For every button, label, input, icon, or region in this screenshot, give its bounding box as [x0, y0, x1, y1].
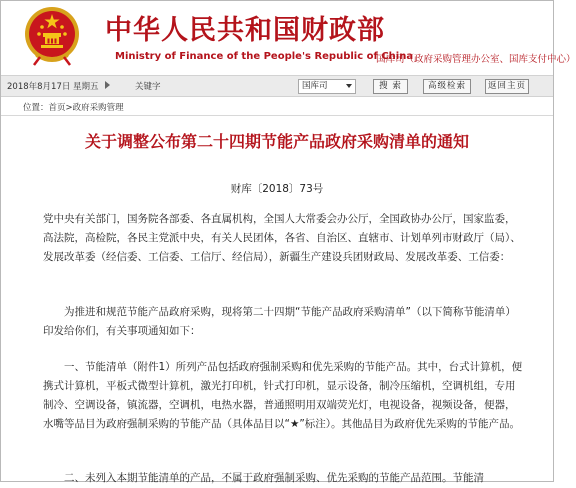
arrow-right-icon	[105, 81, 110, 89]
document-number: 财库〔2018〕73号	[230, 183, 324, 195]
search-button[interactable]: 搜 索	[373, 79, 408, 94]
department-name: 国库司（政府采购管理办公室、国库支付中心）	[376, 54, 576, 65]
current-date: 2018年8月17日 星期五	[7, 82, 99, 92]
scope-select[interactable]	[298, 79, 356, 94]
home-button[interactable]: 返回主页	[485, 79, 529, 94]
site-title-cn: 中华人民共和国财政部	[105, 15, 385, 46]
national-emblem-icon	[22, 5, 82, 67]
article-paragraph: 一、节能清单（附件1）所列产品包括政府强制采购和优先采购的节能产品。其中，台式计算机，便携式计算机，平板式微型计算机，激光打印机，针式打印机，显示设备，制冷压缩机，空调机组，专用制冷、空调设备，镇流器，空调机，电热水器，普通照明用双端荧光灯，电视设备，视频设备，便器，水嘴等品目为政府强制采购的节能产品（具体品目以“★”标注）。其他品目为政府优先采购的节能产品。	[43, 361, 523, 430]
breadcrumb	[23, 101, 124, 113]
search-input[interactable]	[163, 79, 287, 92]
article-title: 关于调整公布第二十四期节能产品政府采购清单的通知	[84, 132, 469, 151]
article-paragraph: 二、未列入本期节能清单的产品，不属于政府强制采购、优先采购的节能产品范围。节能清	[64, 472, 484, 484]
article-paragraph: 党中央有关部门，国务院各部委、各直属机构，全国人大常委会办公厅，全国政协办公厅，国家监委，高法院，高检院，各民主党派中央，有关人民团体，各省、自治区、直辖市、计划单列市财政厅（局）、发展改革委（经信委、工信委、工信厅、经信局），新疆生产建设兵团财政局、发展改革委、工信委：	[43, 213, 521, 263]
site-header	[1, 1, 576, 74]
chevron-down-icon	[346, 84, 352, 88]
advanced-search-button[interactable]: 高级检索	[423, 79, 471, 94]
divider	[1, 115, 553, 116]
article-paragraph: 为推进和规范节能产品政府采购，现将第二十四期“节能产品政府采购清单”（以下简称节能清单）印发给你们，有关事项通知如下：	[43, 306, 516, 337]
breadcrumb-prefix: 位置：	[23, 103, 49, 113]
breadcrumb-home-link[interactable]: 首页	[48, 103, 66, 113]
nav-bar	[1, 75, 553, 97]
keyword-label: 关键字	[135, 82, 161, 92]
scope-selected-value: 国库司	[302, 81, 328, 91]
breadcrumb-separator: >	[65, 103, 73, 113]
site-title-en: Ministry of Finance of the People's Republic of China	[115, 51, 414, 62]
breadcrumb-current-link[interactable]: 政府采购管理	[72, 103, 124, 113]
